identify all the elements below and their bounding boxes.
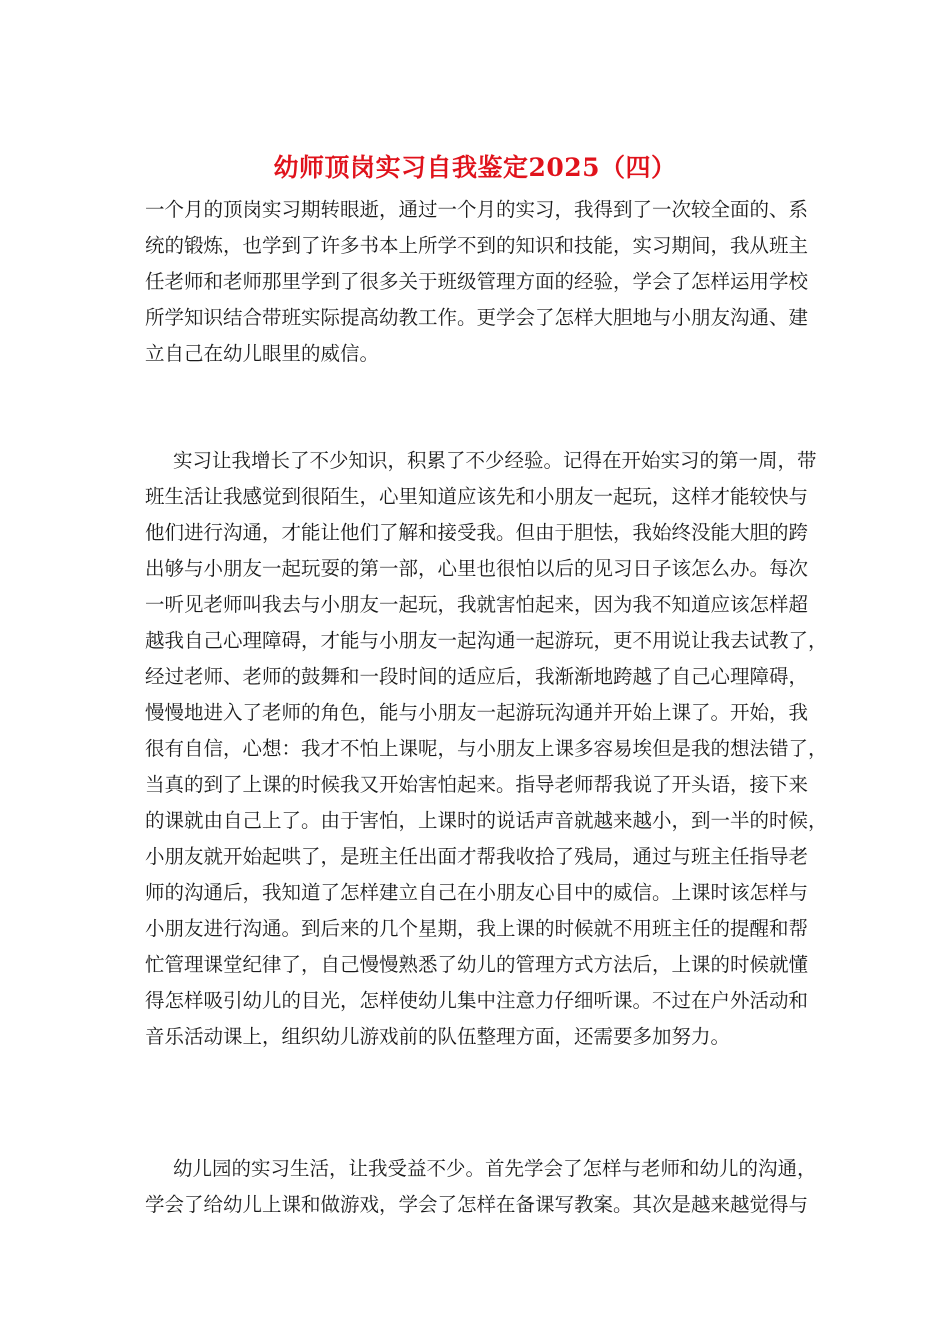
- paragraph-2-line: 一听见老师叫我去与小朋友一起玩，我就害怕起来，因为我不知道应该怎样超: [145, 593, 809, 616]
- paragraph-3-line: 学会了给幼儿上课和做游戏，学会了怎样在备课写教案。其次是越来越觉得与: [145, 1193, 809, 1216]
- paragraph-2-line: 小朋友就开始起哄了，是班主任出面才帮我收拾了残局，通过与班主任指导老: [145, 845, 809, 868]
- paragraph-2-line: 音乐活动课上，组织幼儿游戏前的队伍整理方面，还需要多加努力。: [145, 1025, 731, 1048]
- document-title: 幼师顶岗实习自我鉴定2025（四）: [273, 153, 677, 182]
- paragraph-2-line: 得怎样吸引幼儿的目光，怎样使幼儿集中注意力仔细听课。不过在户外活动和: [145, 989, 809, 1012]
- paragraph-2-line: 师的沟通后，我知道了怎样建立自己在小朋友心目中的威信。上课时该怎样与: [145, 881, 809, 904]
- paragraph-2-line: 很有自信，心想：我才不怕上课呢，与小朋友上课多容易埃但是我的想法错了，: [145, 737, 828, 760]
- paragraph-2-line: 他们进行沟通，才能让他们了解和接受我。但由于胆怯，我始终没能大胆的跨: [145, 521, 809, 544]
- paragraph-1-line: 任老师和老师那里学到了很多关于班级管理方面的经验，学会了怎样运用学校: [145, 270, 809, 293]
- paragraph-1-line: 所学知识结合带班实际提高幼教工作。更学会了怎样大胆地与小朋友沟通、建: [145, 306, 809, 329]
- paragraph-1-line: 一个月的顶岗实习期转眼逝，通过一个月的实习，我得到了一次较全面的、系: [145, 198, 809, 221]
- paragraph-2-line: 忙管理课堂纪律了，自己慢慢熟悉了幼儿的管理方式方法后，上课的时候就懂: [145, 953, 809, 976]
- paragraph-2-line: 班生活让我感觉到很陌生，心里知道应该先和小朋友一起玩，这样才能较快与: [145, 485, 809, 508]
- paragraph-1-line: 立自己在幼儿眼里的威信。: [145, 342, 380, 365]
- paragraph-2-line: 当真的到了上课的时候我又开始害怕起来。指导老师帮我说了开头语，接下来: [145, 773, 809, 796]
- paragraph-2-line: 越我自己心理障碍，才能与小朋友一起沟通一起游玩，更不用说让我去试教了，: [145, 629, 828, 652]
- paragraph-2-line: 小朋友进行沟通。到后来的几个星期，我上课的时候就不用班主任的提醒和帮: [145, 917, 809, 940]
- paragraph-3-line: 幼儿园的实习生活，让我受益不少。首先学会了怎样与老师和幼儿的沟通，: [173, 1157, 817, 1180]
- paragraph-1-line: 统的锻炼，也学到了许多书本上所学不到的知识和技能，实习期间，我从班主: [145, 234, 809, 257]
- paragraph-2-line: 的课就由自己上了。由于害怕，上课时的说话声音就越来越小，到一半的时候，: [145, 809, 828, 832]
- paragraph-2-line: 出够与小朋友一起玩耍的第一部，心里也很怕以后的见习日子该怎么办。每次: [145, 557, 809, 580]
- paragraph-2-line: 慢慢地进入了老师的角色，能与小朋友一起游玩沟通并开始上课了。开始，我: [145, 701, 809, 724]
- paragraph-2-line: 经过老师、老师的鼓舞和一段时间的适应后，我渐渐地跨越了自己心理障碍，: [145, 665, 809, 688]
- paragraph-2-line: 实习让我增长了不少知识，积累了不少经验。记得在开始实习的第一周，带: [173, 449, 817, 472]
